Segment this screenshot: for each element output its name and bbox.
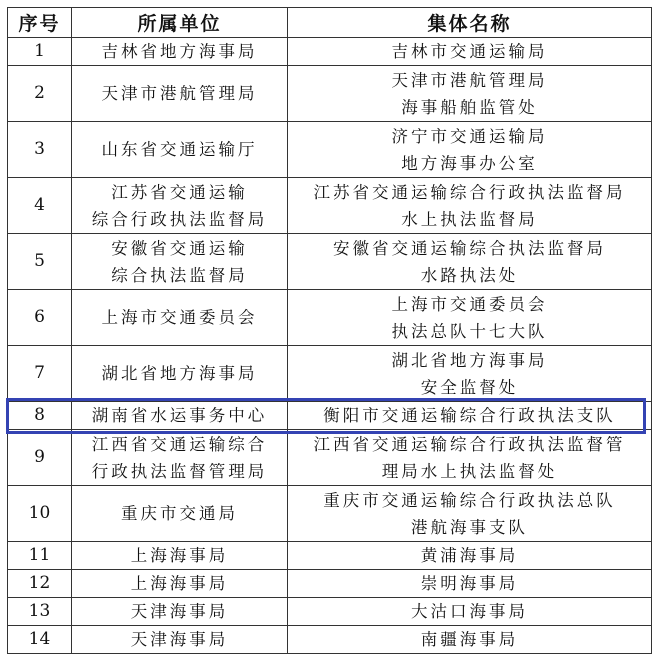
collective-name-text: 理局水上执法监督处: [381, 461, 558, 481]
award-table: [7, 7, 652, 654]
unit-cell: [72, 402, 288, 430]
unit-cell: [72, 430, 288, 486]
table-row: [8, 402, 652, 430]
collective-name-cell: [288, 122, 652, 178]
table-body: [8, 38, 652, 654]
unit-text: 吉林省地方海事局: [101, 42, 258, 61]
unit-text: 江西省交通运输综合: [91, 434, 268, 454]
collective-name-text: 重庆市交通运输综合行政执法总队: [323, 490, 616, 510]
collective-name-text: 海事船舶监管处: [401, 97, 538, 117]
collective-name-text: 大沽口海事局: [411, 602, 528, 621]
row-number: 13: [8, 598, 72, 626]
collective-name-cell: [288, 626, 652, 654]
header-row: [8, 8, 652, 38]
table-row: [8, 598, 652, 626]
table-row: [8, 430, 652, 486]
row-number: 8: [8, 402, 72, 430]
collective-name-text: 上海市交通委员会: [391, 294, 548, 314]
table-row: [8, 122, 652, 178]
header-no: 序号: [8, 8, 72, 38]
row-number: 6: [8, 290, 72, 346]
collective-name-text: 南疆海事局: [420, 630, 519, 649]
unit-text: 天津海事局: [130, 630, 229, 649]
table-row: [8, 542, 652, 570]
unit-cell: [72, 234, 288, 290]
collective-name-text: 黄浦海事局: [420, 546, 519, 565]
collective-name-cell: [288, 542, 652, 570]
unit-cell: [72, 38, 288, 66]
collective-name-cell: [288, 402, 652, 430]
collective-name-text: 天津市港航管理局: [391, 70, 548, 90]
collective-name-text: 执法总队十七大队: [391, 321, 548, 341]
collective-name-text: 济宁市交通运输局: [391, 126, 548, 146]
collective-name-cell: [288, 290, 652, 346]
collective-name-text: 吉林市交通运输局: [391, 42, 548, 61]
table-row: [8, 38, 652, 66]
collective-name-cell: [288, 66, 652, 122]
unit-cell: [72, 122, 288, 178]
row-number: 12: [8, 570, 72, 598]
collective-name-cell: [288, 430, 652, 486]
table-row: [8, 570, 652, 598]
unit-text: 山东省交通运输厅: [101, 140, 258, 159]
row-number: 3: [8, 122, 72, 178]
collective-name-cell: [288, 570, 652, 598]
unit-cell: [72, 626, 288, 654]
table-row: [8, 234, 652, 290]
unit-text: 湖北省地方海事局: [101, 364, 258, 383]
row-number: 2: [8, 66, 72, 122]
row-number: 14: [8, 626, 72, 654]
unit-text: 综合执法监督局: [111, 265, 248, 285]
unit-cell: [72, 178, 288, 234]
table-row: [8, 290, 652, 346]
collective-name-text: 崇明海事局: [420, 574, 519, 593]
table-row: [8, 346, 652, 402]
unit-text: 上海海事局: [130, 574, 229, 593]
unit-cell: [72, 290, 288, 346]
table-row: [8, 486, 652, 542]
unit-cell: [72, 542, 288, 570]
unit-cell: [72, 346, 288, 402]
row-number: 11: [8, 542, 72, 570]
collective-name-text: 港航海事支队: [411, 517, 528, 537]
collective-name-cell: [288, 178, 652, 234]
row-number: 5: [8, 234, 72, 290]
collective-name-cell: [288, 598, 652, 626]
collective-name-text: 江苏省交通运输综合行政执法监督局: [313, 182, 626, 202]
collective-name-cell: [288, 234, 652, 290]
row-number: 9: [8, 430, 72, 486]
unit-text: 综合行政执法监督局: [91, 209, 268, 229]
table-row: [8, 178, 652, 234]
unit-cell: [72, 66, 288, 122]
unit-text: 湖南省水运事务中心: [91, 406, 268, 425]
row-number: 7: [8, 346, 72, 402]
unit-text: 上海市交通委员会: [101, 308, 258, 327]
collective-name-text: 湖北省地方海事局: [391, 350, 548, 370]
collective-name-cell: [288, 346, 652, 402]
collective-name-text: 安全监督处: [420, 377, 519, 397]
unit-cell: [72, 486, 288, 542]
unit-text: 江苏省交通运输: [111, 182, 248, 202]
unit-text: 上海海事局: [130, 546, 229, 565]
collective-name-text: 水上执法监督局: [401, 209, 538, 229]
row-number: 1: [8, 38, 72, 66]
collective-name-text: 江西省交通运输综合行政执法监督管: [313, 434, 626, 454]
table-row: [8, 66, 652, 122]
collective-name-cell: [288, 38, 652, 66]
collective-name-text: 安徽省交通运输综合执法监督局: [333, 238, 606, 258]
unit-text: 重庆市交通局: [121, 504, 238, 523]
unit-text: 天津海事局: [130, 602, 229, 621]
unit-text: 安徽省交通运输: [111, 238, 248, 258]
row-number: 4: [8, 178, 72, 234]
unit-cell: [72, 598, 288, 626]
header-name: 集体名称: [288, 8, 652, 38]
collective-name-cell: [288, 486, 652, 542]
collective-name-text: 水路执法处: [420, 265, 519, 285]
header-unit: 所属单位: [72, 8, 288, 38]
unit-text: 行政执法监督管理局: [91, 461, 268, 481]
table-row: [8, 626, 652, 654]
unit-text: 天津市港航管理局: [101, 84, 258, 103]
row-number: 10: [8, 486, 72, 542]
unit-cell: [72, 570, 288, 598]
collective-name-text: 衡阳市交通运输综合行政执法支队: [323, 406, 616, 425]
collective-name-text: 地方海事办公室: [401, 153, 538, 173]
